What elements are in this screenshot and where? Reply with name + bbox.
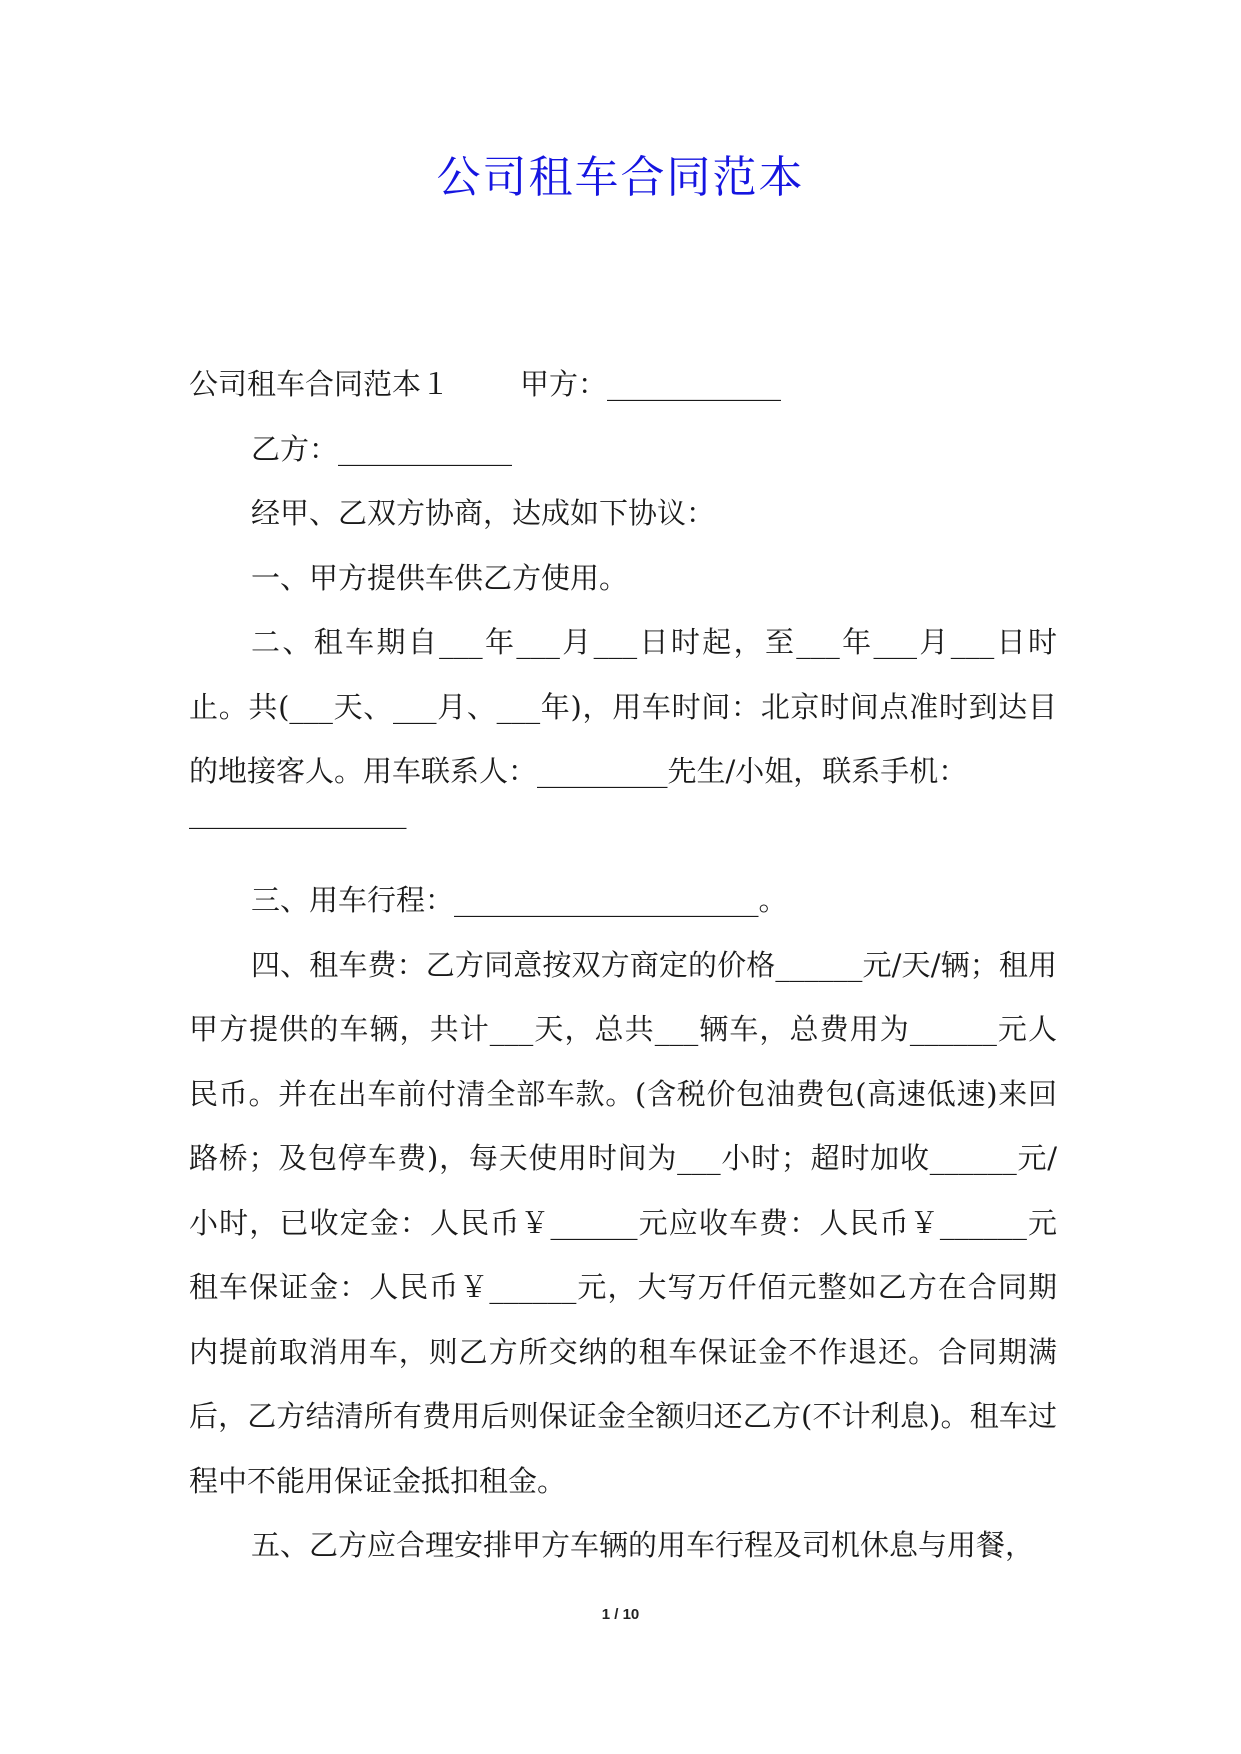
clause-4: 四、租车费：乙方同意按双方商定的价格______元/天/辆；租用甲方提供的车辆，共计___天，总共___辆车，总费用为______元人民币。并在出车前付清全部车款。(含税价包油费包(高速低速)来回路桥；及包停车费)，每天使用时间为___小时；超时加收______元/小时，已收定金：人民币￥______元应收车费：人民币￥______元租车保证金：人民币￥______元，大写万仟佰元整如乙方在合同期内提前取消用车，则乙方所交纳的租车保证金不作退还。合同期满后，乙方结清所有费用后则保证金全额归还乙方(不计利息)。租车过程中不能用保证金抵扣租金。 [189, 947, 1057, 1498]
intro-paragraph: 经甲、乙双方协商，达成如下协议： [251, 496, 716, 530]
page-indicator: 1 / 10 [601, 1606, 640, 1623]
clause-2-blank-line [189, 794, 1057, 869]
clause-5: 五、乙方应合理安排甲方车辆的用车行程及司机休息与用餐， [251, 1528, 1035, 1562]
party-b-field: 乙方：____________ [251, 431, 513, 466]
clause-1: 一、甲方提供车供乙方使用。 [251, 560, 629, 595]
heading-line [189, 352, 1057, 417]
clause-2: 二、租车期自___年___月___日时起，至___年___月___日时止。共(___天、___月、___年)，用车时间：北京时间点准时到达目的地接客人。用车联系人：_________先生/小姐，联系手机： [189, 625, 1057, 788]
clause-3: 三、用车行程：_____________________。 [251, 883, 788, 917]
document-body [189, 352, 1057, 1578]
contract-label: 公司租车合同范本１ [189, 367, 451, 401]
document-title: 公司租车合同范本 [436, 152, 805, 203]
phone-blank: _______________ [189, 794, 407, 829]
party-a-field: 甲方：____________ [520, 367, 782, 401]
